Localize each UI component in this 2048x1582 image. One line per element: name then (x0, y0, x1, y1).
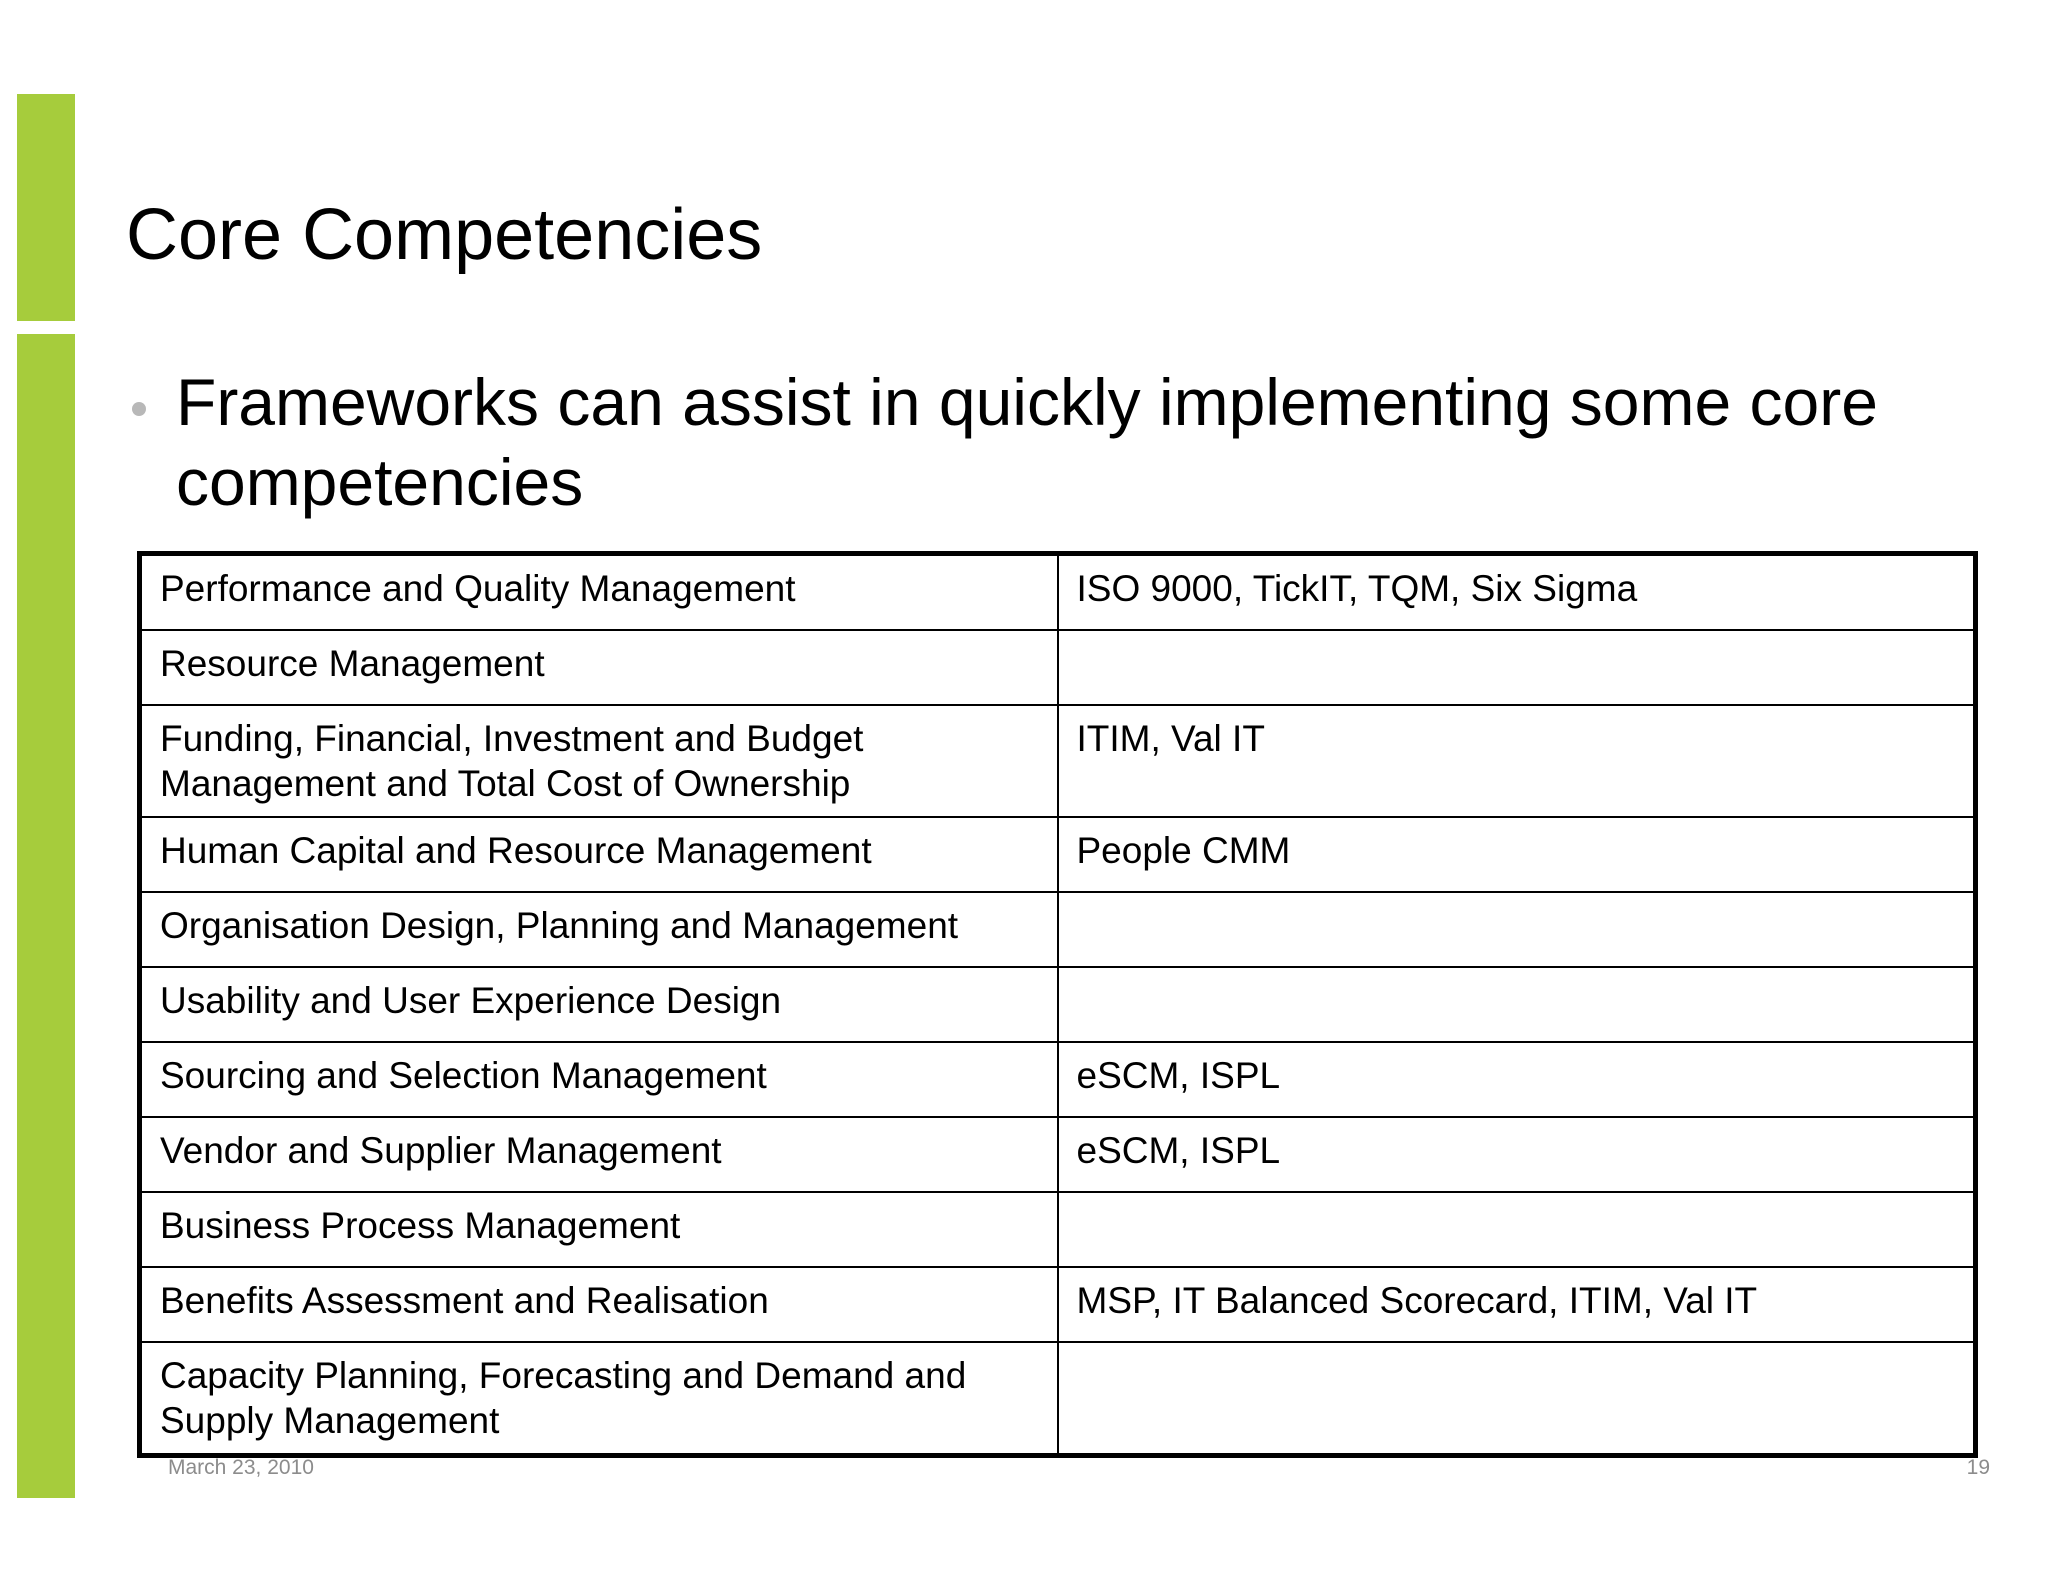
competency-cell: Usability and User Experience Design (140, 967, 1058, 1042)
competency-cell: Vendor and Supplier Management (140, 1117, 1058, 1192)
accent-bar-top (17, 94, 75, 321)
table-row (140, 705, 1976, 817)
bullet-dot-icon (132, 402, 146, 416)
frameworks-cell (1058, 1192, 1976, 1267)
table-row (140, 630, 1976, 705)
competency-cell: Human Capital and Resource Management (140, 817, 1058, 892)
bullet-point (126, 362, 1966, 522)
competency-cell: Sourcing and Selection Management (140, 1042, 1058, 1117)
table-row (140, 817, 1976, 892)
table-row (140, 1267, 1976, 1342)
footer-page-number: 19 (1966, 1456, 1990, 1479)
table-row (140, 967, 1976, 1042)
table-row (140, 554, 1976, 631)
accent-bar-bottom (17, 334, 75, 1498)
table-row (140, 1117, 1976, 1192)
competency-cell: Organisation Design, Planning and Management (140, 892, 1058, 967)
footer-date: March 23, 2010 (168, 1456, 314, 1479)
competency-cell: Capacity Planning, Forecasting and Demand and Supply Management (140, 1342, 1058, 1456)
table-row (140, 1342, 1976, 1456)
bullet-text: Frameworks can assist in quickly implementing some core competencies (176, 365, 1878, 519)
slide-title: Core Competencies (126, 195, 763, 275)
competencies-table (137, 551, 1978, 1458)
frameworks-cell (1058, 1342, 1976, 1456)
frameworks-cell: People CMM (1058, 817, 1976, 892)
frameworks-cell: ITIM, Val IT (1058, 705, 1976, 817)
frameworks-cell (1058, 630, 1976, 705)
table-row (140, 892, 1976, 967)
competency-cell: Business Process Management (140, 1192, 1058, 1267)
competency-cell: Performance and Quality Management (140, 554, 1058, 631)
frameworks-cell: ISO 9000, TickIT, TQM, Six Sigma (1058, 554, 1976, 631)
frameworks-cell (1058, 967, 1976, 1042)
table-row (140, 1042, 1976, 1117)
competency-cell: Resource Management (140, 630, 1058, 705)
frameworks-cell: MSP, IT Balanced Scorecard, ITIM, Val IT (1058, 1267, 1976, 1342)
frameworks-cell (1058, 892, 1976, 967)
frameworks-cell: eSCM, ISPL (1058, 1042, 1976, 1117)
table-row (140, 1192, 1976, 1267)
frameworks-cell: eSCM, ISPL (1058, 1117, 1976, 1192)
competency-cell: Benefits Assessment and Realisation (140, 1267, 1058, 1342)
competency-cell: Funding, Financial, Investment and Budget Management and Total Cost of Ownership (140, 705, 1058, 817)
